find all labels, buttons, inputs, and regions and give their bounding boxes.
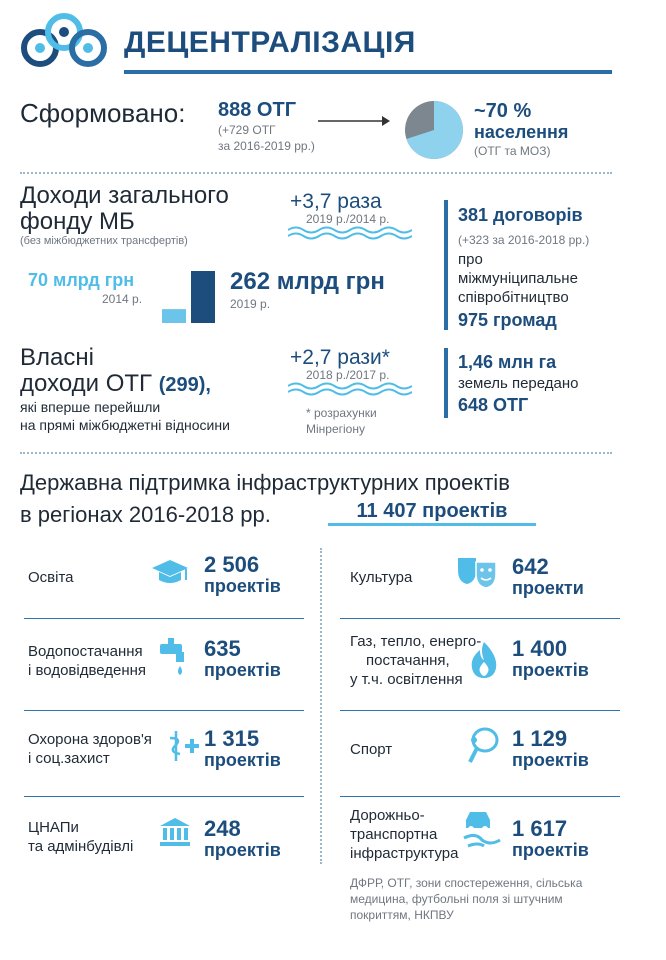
revenue-growth-note: 2019 р./2014 р. [306,212,390,226]
cooperation-note: (+323 за 2016-2018 рр.) [458,233,590,247]
population-label: населення [474,122,569,142]
left-3-label-1: ЦНАПи [28,819,79,836]
right-0-value: 642 [512,554,549,579]
right-2-unit: проектів [512,750,589,770]
left-2-value: 1 315 [204,726,260,751]
left-0-value: 2 506 [204,552,260,577]
right-3-label-1: Дорожньо- [350,807,425,824]
graduation-cap-icon [150,556,190,595]
own-sub-1: які вперше перейшли [20,399,161,415]
left-1-label-2: і водовідведення [28,662,147,679]
formed-note-2: за 2016-2019 рр.) [218,139,315,153]
column-divider [320,548,322,864]
wave-decoration [288,226,412,240]
revenue-growth: +3,7 раза [290,190,382,213]
right-1-label-3: у т.ч. освітлення [350,671,463,688]
cooperation-line-2: міжмуніципальне [458,270,578,287]
support-footnote-2: медицина, футбольні поля зі штучним [350,892,563,906]
divider [20,172,612,174]
arrow-icon [318,114,390,126]
bar-2014 [162,309,186,323]
row-divider [340,710,620,711]
row-divider [24,796,304,797]
own-growth: +2,7 рази* [290,346,390,369]
medical-caduceus-icon [166,728,202,769]
row-divider [340,618,620,619]
right-0-label-1: Культура [350,569,413,586]
divider [20,452,612,454]
cooperation-communities: 975 громад [458,310,557,330]
gas-flame-icon [470,640,498,685]
support-total-box [328,500,536,526]
water-tap-icon [158,636,192,683]
population-value: ~70 % [474,100,532,122]
left-2-label-1: Охорона здоров'я [28,731,152,748]
support-title-1: Державна підтримка інфраструктурних проектів [20,470,510,495]
bar-2019 [191,271,215,323]
logo-icon [18,10,108,72]
population-note: (ОТГ та МОЗ) [474,144,551,158]
support-title-2: в регіонах 2016-2018 рр. [20,502,271,527]
own-title-1: Власні [20,344,94,371]
header-title: ДЕЦЕНТРАЛІЗАЦІЯ [124,26,416,59]
right-1-label-2: постачання, [366,652,450,669]
left-3-label-2: та адмінбудівлі [28,838,134,855]
own-title-2-row [20,370,211,398]
cooperation-line-1: про [458,251,483,268]
formed-note-1: (+729 ОТГ [218,123,276,137]
cooperation-bar [444,200,448,330]
revenue-2014-year: 2014 р. [102,292,143,306]
own-footnote-1: * розрахунки [306,406,377,420]
support-total: 11 407 проектів [356,500,508,522]
land-bar [444,348,448,418]
revenue-subtitle: (без міжбюджетних трансфертів) [20,235,188,247]
right-2-value: 1 129 [512,726,568,751]
right-3-unit: проектів [512,840,589,860]
formed-count: 888 ОТГ [218,99,297,121]
tennis-racket-icon [466,726,500,771]
wave-decoration-2 [288,382,412,396]
right-3-label-2: транспортна [350,826,438,843]
left-0-unit: проектів [204,576,281,596]
left-2-label-2: і соц.захист [28,750,110,767]
cooperation-line-3: співробітництво [458,289,569,306]
land-otg: 648 ОТГ [458,395,529,415]
revenue-2019-value: 262 млрд грн [230,268,385,295]
land-value: 1,46 млн га [458,352,557,372]
own-title-2: доходи ОТГ [20,370,153,397]
own-footnote-2: Мінрегіону [306,422,365,436]
own-growth-note: 2018 р./2017 р. [306,368,390,382]
own-title-count: (299), [158,374,211,396]
right-2-label-1: Спорт [350,741,393,758]
revenue-2014-value: 70 млрд грн [28,270,135,290]
right-3-label-3: інфраструктура [350,845,459,862]
own-sub-2: на прямі міжбюджетні відносини [20,417,230,433]
revenue-2019-year: 2019 р. [230,297,271,311]
support-footnote-3: покриттям, НКПВУ [350,908,454,922]
revenue-title-1: Доходи загального [20,182,229,209]
cooperation-count: 381 договорів [458,205,583,225]
row-divider [24,618,304,619]
row-divider [340,796,620,797]
left-1-label-1: Водопостачання [28,643,143,660]
government-building-icon [158,816,192,853]
left-1-value: 635 [204,636,241,661]
revenue-bars [160,268,218,324]
left-3-unit: проектів [204,840,281,860]
header-rule [124,70,612,74]
left-0-label-1: Освіта [28,569,74,586]
right-1-unit: проектів [512,660,589,680]
formed-label: Сформовано: [20,98,186,128]
left-3-value: 248 [204,816,241,841]
revenue-title-2: фонду МБ [20,208,135,235]
theatre-masks-icon [456,552,500,597]
row-divider [24,710,304,711]
right-0-unit: проекти [512,578,584,598]
support-footnote-1: ДФРР, ОТГ, зони спостереження, сільська [350,876,583,890]
left-2-unit: проектів [204,750,281,770]
right-1-value: 1 400 [512,636,568,661]
population-pie [404,100,464,160]
road-car-icon [460,808,502,853]
left-1-unit: проектів [204,660,281,680]
right-1-label-1: Газ, тепло, енерго- [350,633,482,650]
land-label: земель передано [458,375,579,392]
right-3-value: 1 617 [512,816,568,841]
